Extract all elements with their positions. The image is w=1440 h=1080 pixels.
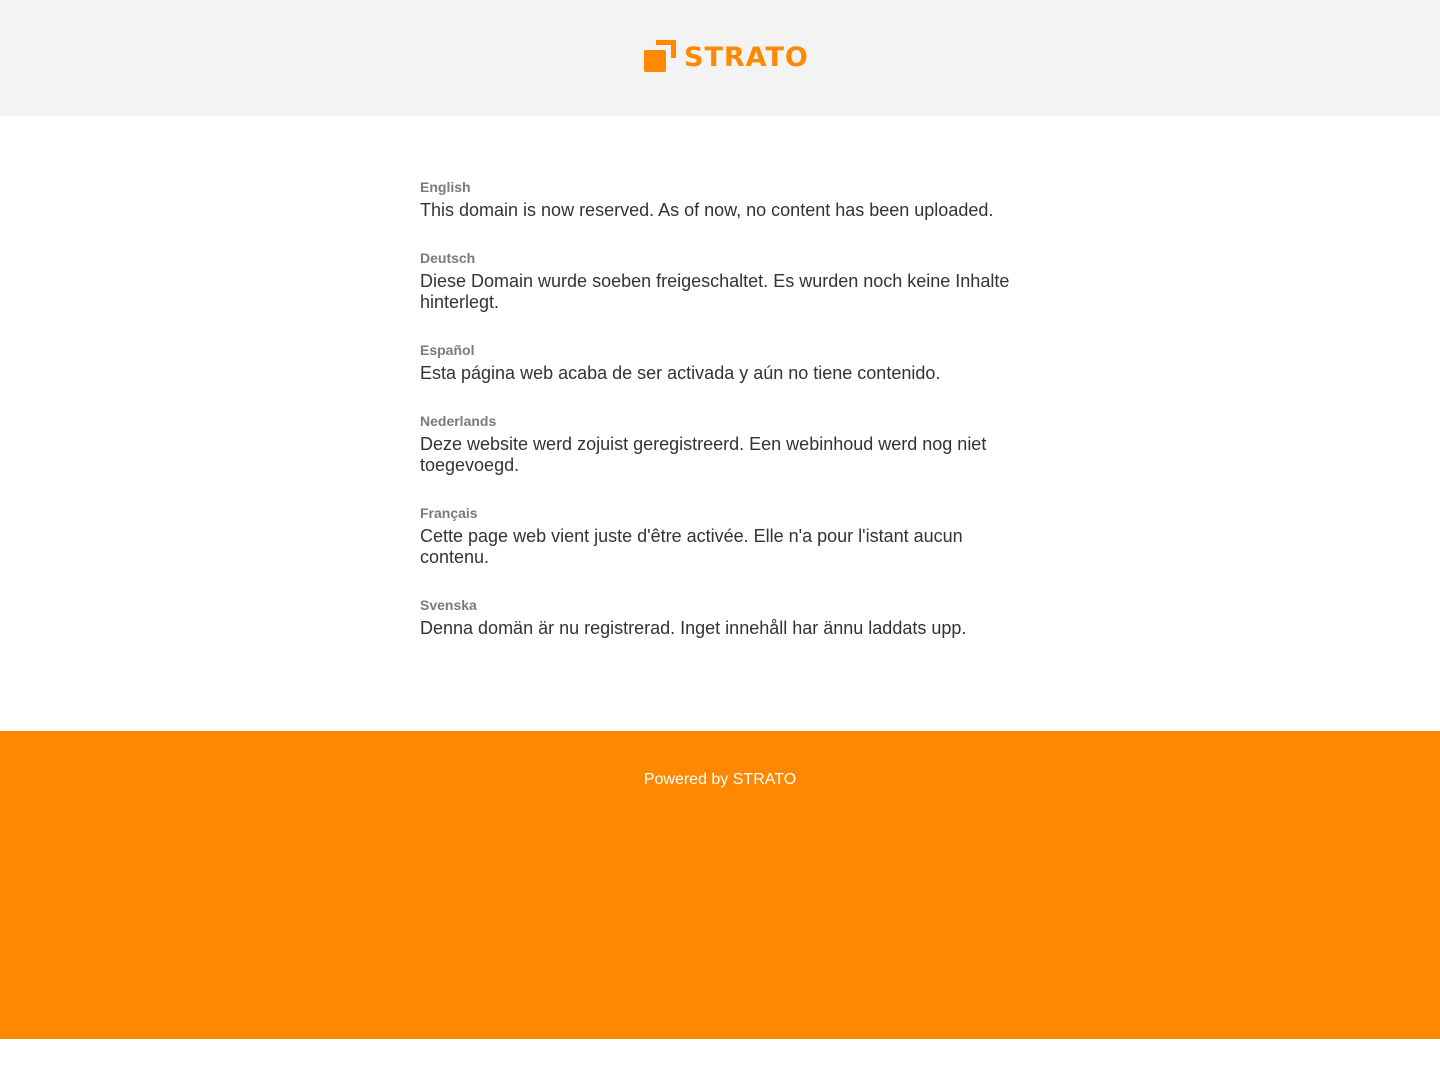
language-message: Esta página web acaba de ser activada y aún no tiene contenido. xyxy=(420,363,941,383)
language-message: Cette page web vient juste d'être activée. Elle n'a pour l'istant aucun contenu. xyxy=(420,526,963,567)
language-label: English xyxy=(420,179,471,195)
strato-logo-icon xyxy=(644,40,676,72)
message-deutsch xyxy=(420,251,1020,313)
language-label: Svenska xyxy=(420,597,477,613)
message-francais xyxy=(420,506,1020,568)
language-message: This domain is now reserved. As of now, no content has been uploaded. xyxy=(420,200,994,220)
language-label: Deutsch xyxy=(420,250,476,266)
language-message: Diese Domain wurde soeben freigeschaltet. Es wurden noch keine Inhalte hinterlegt. xyxy=(420,271,1010,312)
message-svenska xyxy=(420,598,1020,639)
page-footer xyxy=(0,731,1440,1039)
language-label: Nederlands xyxy=(420,413,497,429)
language-message: Denna domän är nu registrerad. Inget innehåll har ännu laddats upp. xyxy=(420,618,967,638)
message-english xyxy=(420,180,1020,221)
message-nederlands xyxy=(420,414,1020,476)
page-header xyxy=(0,0,1440,116)
language-label: Français xyxy=(420,505,478,521)
language-message: Deze website werd zojuist geregistreerd. Een webinhoud werd nog niet toegevoegd. xyxy=(420,434,987,475)
strato-logo-text: STRATO xyxy=(684,42,809,73)
powered-by-text: Powered by STRATO xyxy=(643,771,797,788)
message-list xyxy=(420,180,1020,669)
language-label: Español xyxy=(420,342,475,358)
message-espanol xyxy=(420,343,1020,384)
strato-logo xyxy=(644,40,809,72)
